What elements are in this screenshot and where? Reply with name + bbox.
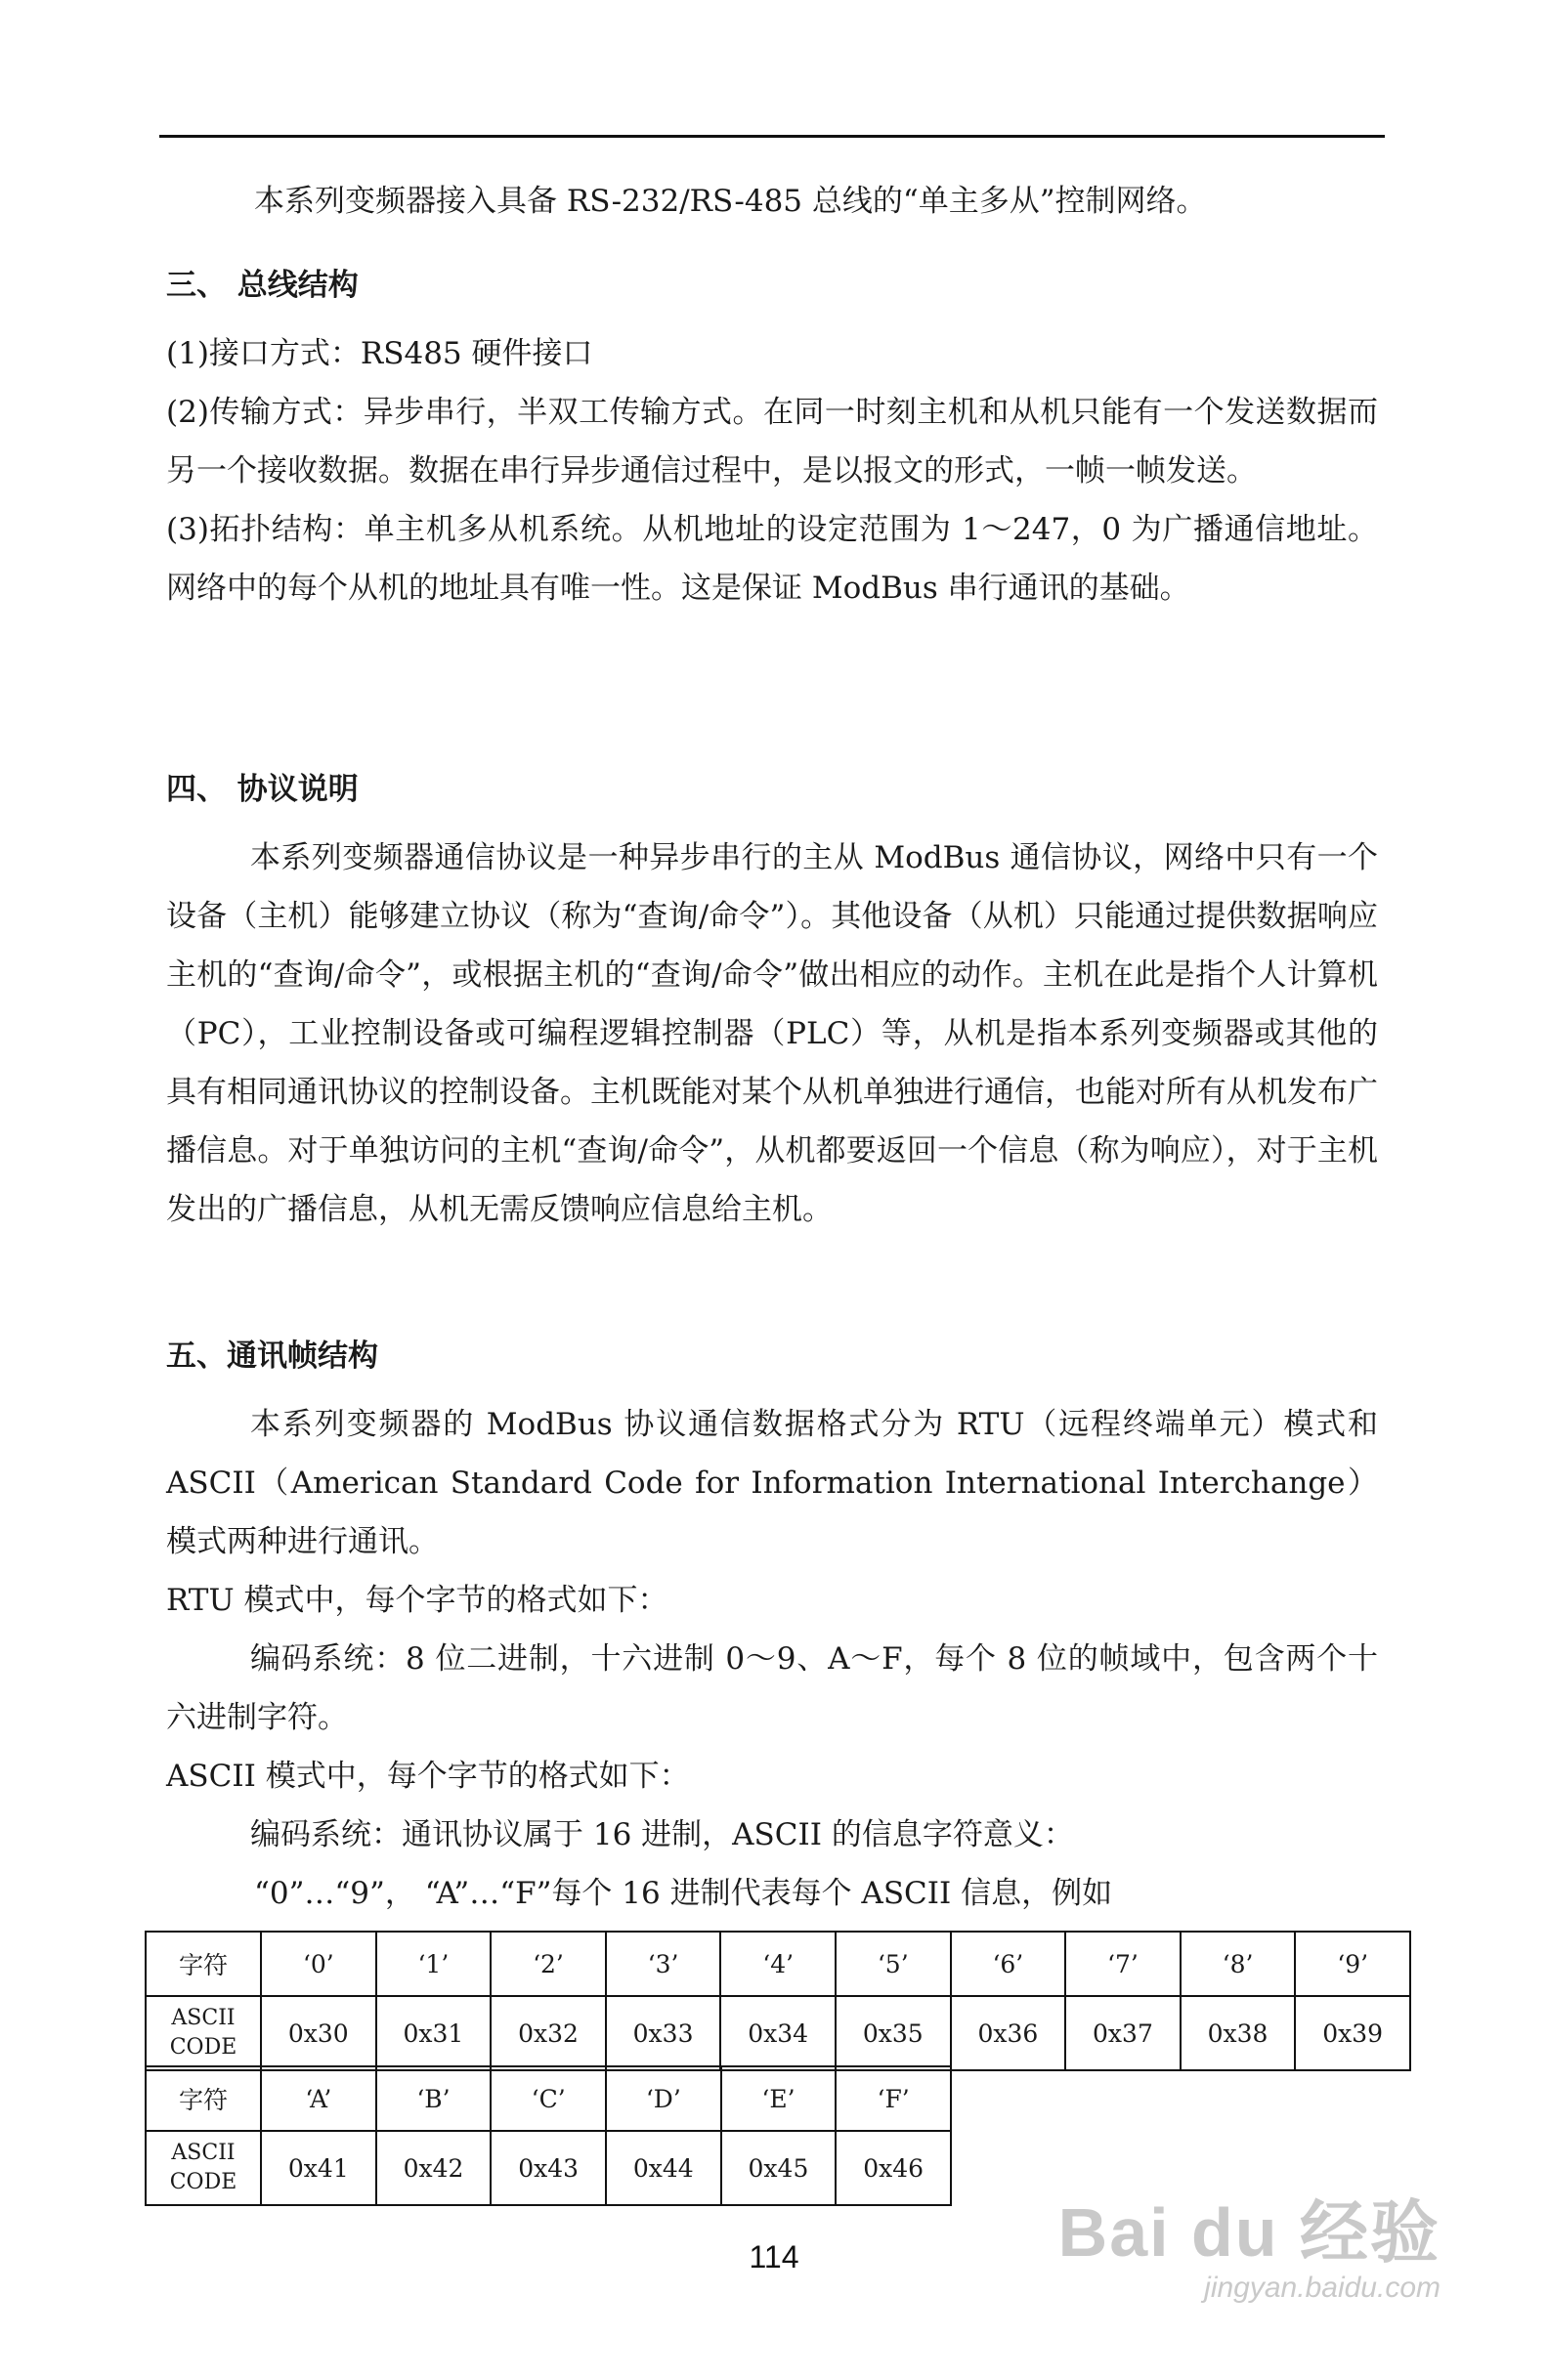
code-cell: 0x38 [1181,1996,1296,2070]
char-cell: ‘B’ [376,2066,492,2131]
code-cell: 0x42 [376,2131,492,2205]
code-label-line-2: CODE [169,2170,237,2194]
code-label-line-1: ASCII [171,2006,236,2030]
section-3-title: 三、 总线结构 [166,268,359,303]
char-cell: ‘8’ [1181,1932,1296,1996]
char-cell: ‘2’ [491,1932,606,1996]
header-rule [159,135,1385,138]
char-cell: ‘1’ [376,1932,492,1996]
code-cell: 0x39 [1295,1996,1410,2070]
table-row [146,2066,951,2131]
char-cell: ‘3’ [606,1932,721,1996]
section-5-title: 五、通讯帧结构 [166,1339,378,1374]
code-cell: 0x32 [491,1996,606,2070]
code-cell: 0x43 [491,2131,606,2205]
ascii-table-1 [145,1931,1411,2071]
code-label-cell [146,1996,261,2070]
watermark-logo: Bai du 经验 [1057,2194,1440,2271]
rtu-body: 编码系统：8 位二进制，十六进制 0～9、A～F，每个 8 位的帧域中，包含两个十六进制字符。 [166,1641,1378,1735]
section-3-item-1: (1)接口方式：RS485 硬件接口 [166,336,593,371]
char-cell: ‘6’ [951,1932,1066,1996]
section-4-title: 四、 协议说明 [166,772,359,807]
watermark-url: jingyan.baidu.com [1204,2272,1440,2304]
code-cell: 0x33 [606,1996,721,2070]
char-cell: ‘9’ [1295,1932,1410,1996]
char-cell: ‘5’ [836,1932,951,1996]
code-label-line-1: ASCII [171,2141,236,2165]
section-3 [166,256,1378,617]
ascii-title: ASCII 模式中，每个字节的格式如下： [166,1759,690,1794]
code-cell: 0x31 [376,1996,492,2070]
watermark [1058,2193,1440,2305]
table-row [146,2131,951,2205]
code-cell: 0x46 [836,2131,951,2205]
char-cell: ‘4’ [720,1932,836,1996]
char-cell: ‘7’ [1065,1932,1181,1996]
ascii-body: 编码系统：通讯协议属于 16 进制，ASCII 的信息字符意义： [250,1817,1074,1852]
code-cell: 0x45 [721,2131,837,2205]
table-row [146,1996,1410,2070]
section-5 [166,1327,1378,1923]
section-5-body: 本系列变频器的 ModBus 协议通信数据格式分为 RTU（远程终端单元）模式和 ASCII（American Standard Code for Information International Interchange）模式两种进行通讯。 [166,1407,1378,1559]
char-cell: ‘E’ [721,2066,837,2131]
ascii-table-2 [145,2065,952,2206]
intro-text: 本系列变频器接入具备 RS-232/RS-485 总线的“单主多从”控制网络。 [254,184,1207,219]
code-cell: 0x36 [951,1996,1066,2070]
code-cell: 0x37 [1065,1996,1181,2070]
char-cell: ‘D’ [606,2066,721,2131]
char-label-cell: 字符 [146,2066,261,2131]
char-label-cell: 字符 [146,1932,261,1996]
code-label-line-2: CODE [169,2035,237,2060]
page-number: 114 [749,2239,799,2274]
ascii-example: “0”…“9”， “A”…“F”每个 16 进制代表每个 ASCII 信息，例如 [254,1876,1113,1911]
code-cell: 0x44 [606,2131,721,2205]
code-cell: 0x30 [261,1996,376,2070]
char-cell: ‘F’ [836,2066,951,2131]
section-4 [166,760,1378,1239]
code-cell: 0x41 [261,2131,376,2205]
char-cell: ‘C’ [491,2066,606,2131]
char-cell: ‘A’ [261,2066,376,2131]
char-cell: ‘0’ [261,1932,376,1996]
code-cell: 0x35 [836,1996,951,2070]
section-4-body: 本系列变频器通信协议是一种异步串行的主从 ModBus 通信协议，网络中只有一个设备（主机）能够建立协议（称为“查询/命令”）。其他设备（从机）只能通过提供数据响应主机的“查询/命令”，或根据主机的“查询/命令”做出相应的动作。主机在此是指个人计算机（PC），工业控制设备或可编程逻辑控制器（PLC）等，从机是指本系列变频器或其他的具有相同通讯协议的控制设备。主机既能对某个从机单独进行通信，也能对所有从机发布广播信息。对于单独访问的主机“查询/命令”，从机都要返回一个信息（称为响应），对于主机发出的广播信息，从机无需反馈响应信息给主机。 [166,840,1378,1227]
code-label-cell [146,2131,261,2205]
table-row [146,1932,1410,1996]
section-3-item-2: (2)传输方式：异步串行，半双工传输方式。在同一时刻主机和从机只能有一个发送数据而另一个接收数据。数据在串行异步通信过程中，是以报文的形式，一帧一帧发送。 [166,395,1378,489]
rtu-title: RTU 模式中，每个字节的格式如下： [166,1583,668,1618]
section-3-item-3: (3)拓扑结构：单主机多从机系统。从机地址的设定范围为 1～247，0 为广播通信地址。网络中的每个从机的地址具有唯一性。这是保证 ModBus 串行通讯的基础。 [166,512,1378,606]
code-cell: 0x34 [720,1996,836,2070]
